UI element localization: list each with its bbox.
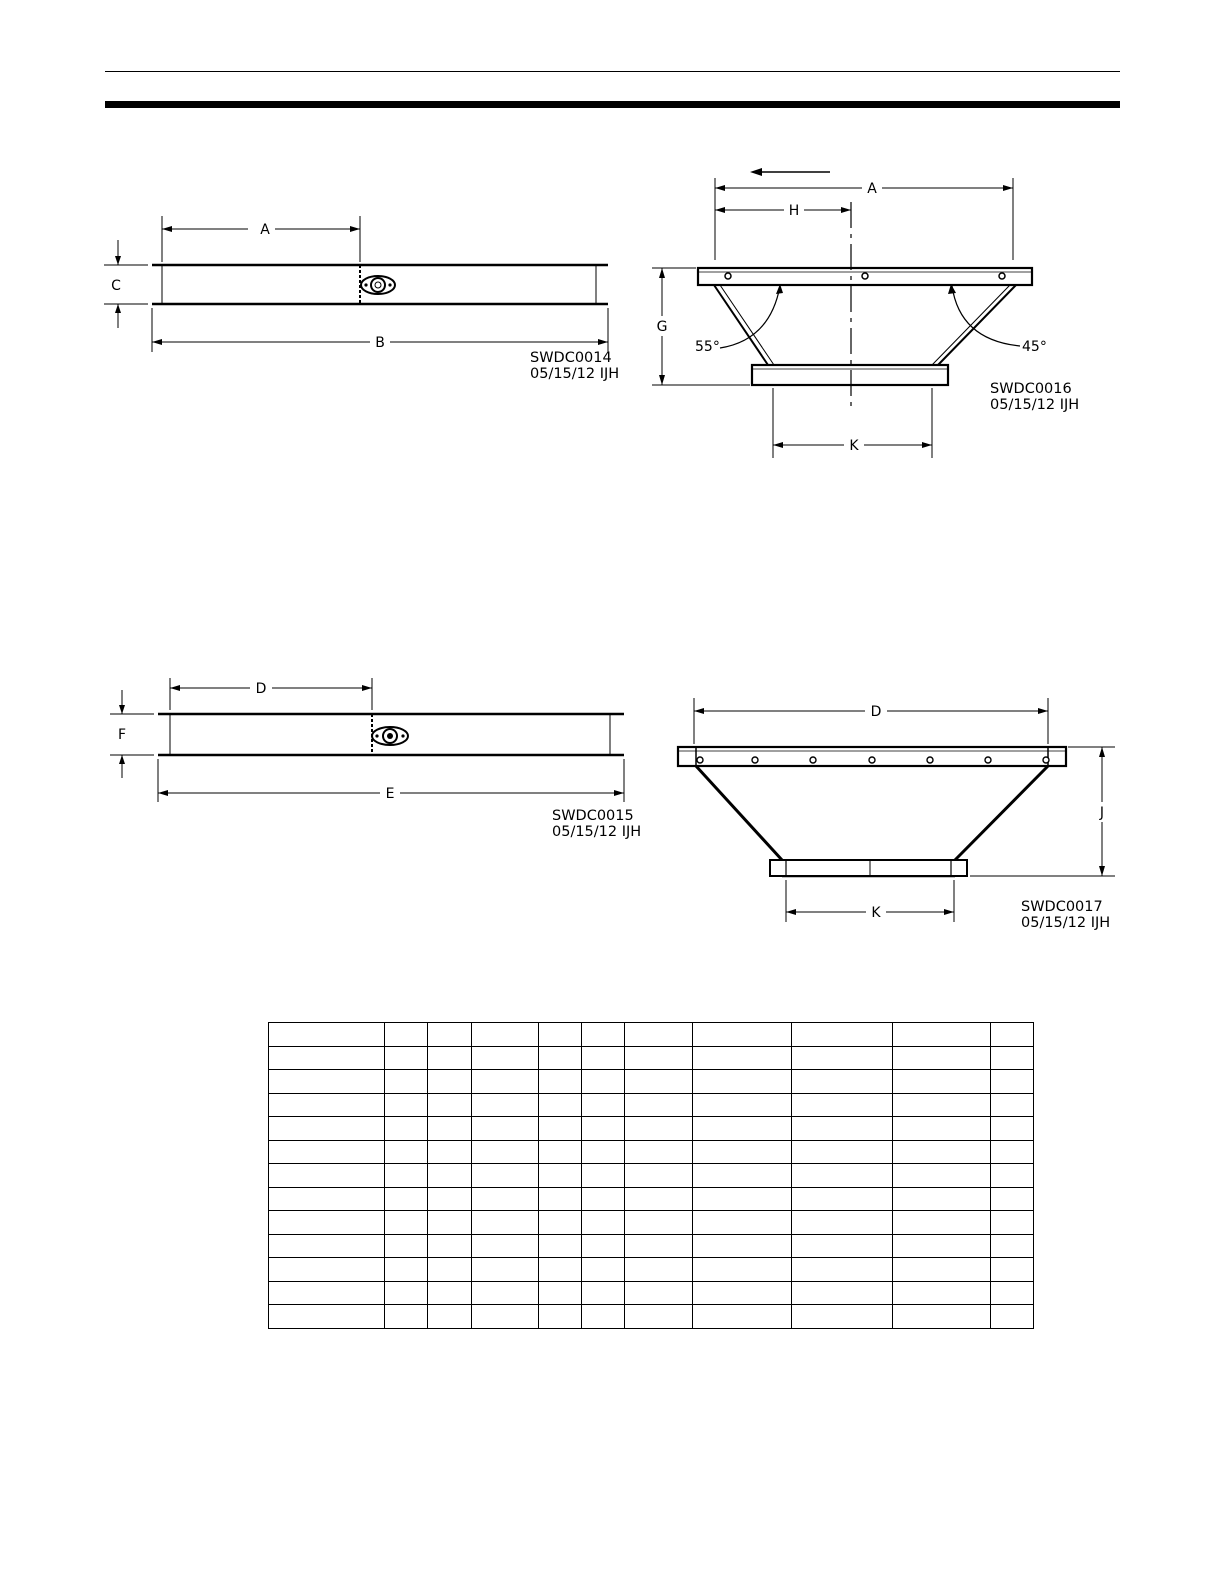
- table-cell: [792, 1281, 893, 1305]
- table-cell: [582, 1281, 625, 1305]
- table-cell: [385, 1093, 428, 1117]
- drawing-swdc0014: [100, 200, 640, 410]
- table-cell: [792, 1164, 893, 1188]
- table-cell: [385, 1187, 428, 1211]
- table-cell: [625, 1093, 693, 1117]
- table-cell: [792, 1093, 893, 1117]
- table-cell: [693, 1093, 792, 1117]
- dim-label-c: C: [111, 278, 121, 294]
- table-cell: [582, 1305, 625, 1329]
- drawing-swdc0015: [100, 670, 660, 850]
- table-row: [269, 1070, 1034, 1094]
- table-cell: [991, 1140, 1034, 1164]
- table-cell: [539, 1187, 582, 1211]
- table-cell: [385, 1140, 428, 1164]
- table-cell: [269, 1023, 385, 1047]
- table-cell: [991, 1281, 1034, 1305]
- table-cell: [991, 1117, 1034, 1141]
- table-cell: [582, 1211, 625, 1235]
- table-cell: [428, 1023, 472, 1047]
- table-row: [269, 1281, 1034, 1305]
- table-row: [269, 1140, 1034, 1164]
- table-cell: [625, 1187, 693, 1211]
- table-cell: [792, 1117, 893, 1141]
- table-cell: [472, 1187, 539, 1211]
- dim-label-g: G: [656, 319, 668, 335]
- table-cell: [539, 1023, 582, 1047]
- table-cell: [269, 1187, 385, 1211]
- table-cell: [385, 1046, 428, 1070]
- table-cell: [991, 1258, 1034, 1282]
- table-cell: [269, 1281, 385, 1305]
- table-cell: [625, 1164, 693, 1188]
- table-cell: [792, 1140, 893, 1164]
- drawing-swdc0017: [670, 690, 1120, 940]
- table-cell: [539, 1070, 582, 1094]
- table-cell: [582, 1140, 625, 1164]
- table-row: [269, 1164, 1034, 1188]
- table-cell: [582, 1023, 625, 1047]
- table-cell: [582, 1093, 625, 1117]
- dim-label-d: D: [255, 681, 267, 697]
- table-cell: [693, 1046, 792, 1070]
- table-cell: [625, 1117, 693, 1141]
- table-cell: [893, 1140, 991, 1164]
- table-cell: [893, 1093, 991, 1117]
- table-cell: [693, 1281, 792, 1305]
- table-cell: [472, 1093, 539, 1117]
- table-cell: [472, 1140, 539, 1164]
- table-cell: [991, 1211, 1034, 1235]
- table-cell: [893, 1281, 991, 1305]
- table-cell: [428, 1258, 472, 1282]
- table-cell: [582, 1070, 625, 1094]
- table-body: [269, 1023, 1034, 1329]
- table-cell: [472, 1211, 539, 1235]
- table-row: [269, 1023, 1034, 1047]
- table-cell: [625, 1234, 693, 1258]
- bearing-icon: [372, 727, 408, 745]
- table-cell: [428, 1305, 472, 1329]
- dim-label-f: F: [117, 727, 127, 743]
- caption-date: 05/15/12 IJH: [552, 824, 642, 840]
- table-cell: [625, 1070, 693, 1094]
- table-cell: [582, 1258, 625, 1282]
- caption-date: 05/15/12 IJH: [530, 366, 620, 382]
- header-rule-thick: [105, 101, 1120, 108]
- table-cell: [893, 1070, 991, 1094]
- table-cell: [582, 1187, 625, 1211]
- table-cell: [428, 1211, 472, 1235]
- table-cell: [269, 1258, 385, 1282]
- table-cell: [893, 1305, 991, 1329]
- table-cell: [428, 1140, 472, 1164]
- table-cell: [269, 1140, 385, 1164]
- dimensions-table: [268, 1022, 1034, 1329]
- table-cell: [472, 1305, 539, 1329]
- table-cell: [893, 1234, 991, 1258]
- angle-label-right: 45°: [1022, 339, 1047, 355]
- table-cell: [269, 1046, 385, 1070]
- table-cell: [792, 1258, 893, 1282]
- table-cell: [472, 1023, 539, 1047]
- table-cell: [625, 1258, 693, 1282]
- table-cell: [582, 1164, 625, 1188]
- table-cell: [539, 1140, 582, 1164]
- table-cell: [693, 1117, 792, 1141]
- table-cell: [625, 1281, 693, 1305]
- caption-code: SWDC0016: [990, 381, 1072, 397]
- table-cell: [385, 1164, 428, 1188]
- table-cell: [385, 1234, 428, 1258]
- table-cell: [269, 1164, 385, 1188]
- dim-label-e: E: [385, 786, 395, 802]
- table-cell: [792, 1046, 893, 1070]
- table-cell: [991, 1023, 1034, 1047]
- table-cell: [893, 1258, 991, 1282]
- caption-code: SWDC0015: [552, 808, 634, 824]
- caption-code: SWDC0014: [530, 350, 612, 366]
- table-cell: [893, 1187, 991, 1211]
- table-cell: [472, 1046, 539, 1070]
- table-cell: [428, 1046, 472, 1070]
- table-cell: [385, 1023, 428, 1047]
- table-cell: [693, 1023, 792, 1047]
- table-row: [269, 1211, 1034, 1235]
- table-cell: [269, 1234, 385, 1258]
- table-cell: [625, 1046, 693, 1070]
- table-cell: [893, 1164, 991, 1188]
- table-cell: [428, 1117, 472, 1141]
- table-cell: [625, 1140, 693, 1164]
- table-cell: [893, 1117, 991, 1141]
- table-cell: [269, 1093, 385, 1117]
- dim-label-d: D: [870, 704, 882, 720]
- table-cell: [269, 1305, 385, 1329]
- table-cell: [792, 1023, 893, 1047]
- table-cell: [428, 1281, 472, 1305]
- table-cell: [539, 1211, 582, 1235]
- table-cell: [991, 1164, 1034, 1188]
- table-row: [269, 1305, 1034, 1329]
- table-cell: [472, 1234, 539, 1258]
- table-row: [269, 1046, 1034, 1070]
- table-cell: [991, 1070, 1034, 1094]
- table-cell: [625, 1211, 693, 1235]
- table-cell: [385, 1070, 428, 1094]
- table-cell: [539, 1281, 582, 1305]
- table-cell: [893, 1023, 991, 1047]
- table-cell: [625, 1305, 693, 1329]
- table-cell: [428, 1187, 472, 1211]
- table-cell: [269, 1070, 385, 1094]
- dim-label-a: A: [867, 181, 877, 197]
- table-cell: [625, 1023, 693, 1047]
- caption-date: 05/15/12 IJH: [1021, 915, 1111, 931]
- table-cell: [428, 1070, 472, 1094]
- table-cell: [693, 1187, 792, 1211]
- table-cell: [385, 1258, 428, 1282]
- table-cell: [428, 1164, 472, 1188]
- table-cell: [693, 1211, 792, 1235]
- table-cell: [582, 1117, 625, 1141]
- drawing-swdc0016: [640, 160, 1110, 470]
- dim-label-a: A: [260, 222, 270, 238]
- table-row: [269, 1234, 1034, 1258]
- caption-code: SWDC0017: [1021, 899, 1103, 915]
- table-cell: [693, 1234, 792, 1258]
- table-cell: [539, 1258, 582, 1282]
- bearing-icon: [361, 276, 395, 294]
- table-cell: [991, 1305, 1034, 1329]
- dim-label-h: H: [788, 203, 800, 219]
- table-cell: [693, 1164, 792, 1188]
- table-cell: [472, 1281, 539, 1305]
- table-cell: [693, 1070, 792, 1094]
- table-cell: [472, 1258, 539, 1282]
- table-cell: [269, 1117, 385, 1141]
- table-cell: [269, 1211, 385, 1235]
- table-cell: [693, 1258, 792, 1282]
- angle-label-left: 55°: [695, 339, 720, 355]
- table-row: [269, 1258, 1034, 1282]
- table-cell: [582, 1234, 625, 1258]
- table-row: [269, 1093, 1034, 1117]
- table-cell: [991, 1187, 1034, 1211]
- table-cell: [539, 1093, 582, 1117]
- table-cell: [539, 1117, 582, 1141]
- table-cell: [472, 1117, 539, 1141]
- header-rule-thin: [105, 71, 1120, 72]
- table-cell: [385, 1281, 428, 1305]
- table-cell: [792, 1211, 893, 1235]
- table-cell: [893, 1211, 991, 1235]
- table-cell: [472, 1070, 539, 1094]
- table-cell: [582, 1046, 625, 1070]
- table-cell: [792, 1070, 893, 1094]
- table-cell: [472, 1164, 539, 1188]
- dim-label-j: J: [1099, 805, 1105, 821]
- table-cell: [991, 1234, 1034, 1258]
- dim-label-k: K: [871, 905, 881, 921]
- caption-date: 05/15/12 IJH: [990, 397, 1080, 413]
- table-cell: [428, 1093, 472, 1117]
- table-cell: [539, 1305, 582, 1329]
- table-cell: [693, 1140, 792, 1164]
- table-row: [269, 1117, 1034, 1141]
- table-cell: [385, 1305, 428, 1329]
- table-cell: [428, 1234, 472, 1258]
- table-cell: [539, 1234, 582, 1258]
- table-cell: [385, 1211, 428, 1235]
- table-cell: [792, 1234, 893, 1258]
- table-cell: [385, 1117, 428, 1141]
- table-cell: [893, 1046, 991, 1070]
- table-cell: [991, 1046, 1034, 1070]
- table-row: [269, 1187, 1034, 1211]
- table-cell: [792, 1187, 893, 1211]
- dim-label-k: K: [849, 438, 859, 454]
- table-cell: [539, 1046, 582, 1070]
- table-cell: [539, 1164, 582, 1188]
- table-cell: [991, 1093, 1034, 1117]
- dim-label-b: B: [375, 335, 385, 351]
- table-cell: [792, 1305, 893, 1329]
- table-cell: [693, 1305, 792, 1329]
